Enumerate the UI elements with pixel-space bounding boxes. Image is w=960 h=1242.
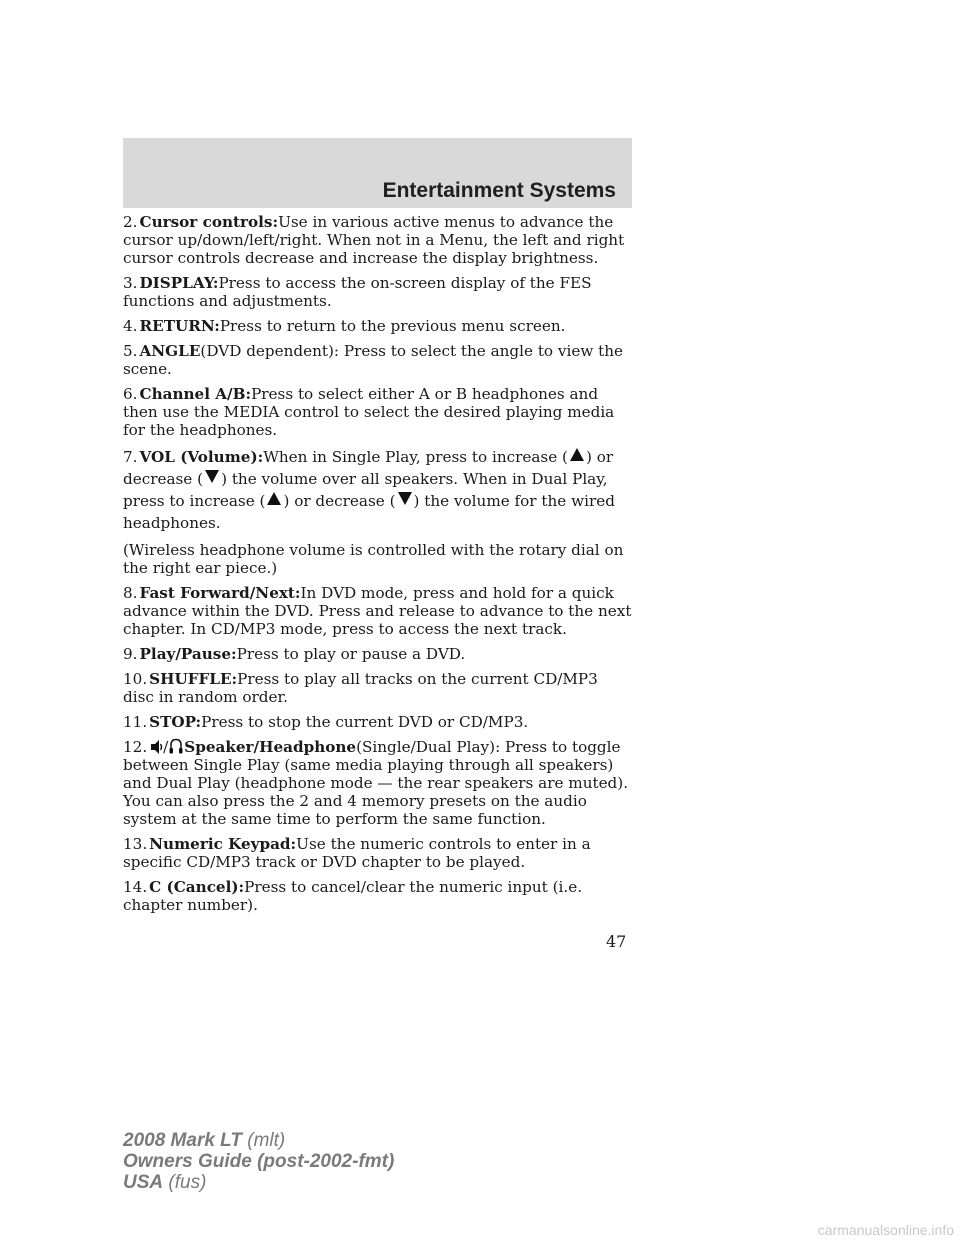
document-footer — [123, 1130, 394, 1193]
item-term: Play/Pause: — [139, 645, 237, 663]
list-item — [123, 541, 632, 577]
list-item — [123, 645, 632, 663]
footer-region: USA — [123, 1172, 164, 1193]
item-text: Press to select either A or B headphones and then use the MEDIA control to select the desired playing media for the headphones. — [123, 385, 615, 439]
footer-code: (mlt) — [247, 1130, 286, 1151]
item-text: Press to play all tracks on the current CD/MP3 disc in random order. — [123, 670, 598, 706]
item-term: SHUFFLE: — [149, 670, 238, 688]
item-text: ) the volume over all speakers. When in Dual Play, press to increase ( — [123, 470, 608, 510]
item-number: 8. — [123, 584, 138, 602]
list-item — [123, 274, 632, 310]
list-item — [123, 738, 632, 828]
list-item — [123, 584, 632, 638]
item-number: 10. — [123, 670, 148, 688]
item-number: 11. — [123, 713, 148, 731]
item-text: Use the numeric controls to enter in a specific CD/MP3 track or DVD chapter to be played. — [123, 835, 591, 871]
list-item — [123, 670, 632, 706]
item-term: C (Cancel): — [149, 878, 245, 896]
list-item — [123, 713, 632, 731]
item-number: 14. — [123, 878, 148, 896]
item-term: Speaker/Headphone — [184, 738, 357, 756]
page-number: 47 — [606, 932, 627, 951]
footer-line — [123, 1151, 394, 1172]
item-text: ) the volume for the wired headphones. — [123, 492, 615, 532]
item-term: Channel A/B: — [139, 385, 252, 403]
item-text: Use in various active menus to advance the cursor up/down/left/right. When not in a Menu, the left and right cursor controls decrease and increase the display brightness. — [123, 213, 625, 267]
item-term: VOL (Volume): — [139, 448, 264, 466]
footer-line — [123, 1130, 394, 1151]
item-text: Press to access the on-screen display of the FES functions and adjustments. — [123, 274, 592, 310]
item-separator: / — [163, 738, 169, 756]
item-text: When in Single Play, press to increase ( — [263, 448, 568, 466]
page-title: Entertainment Systems — [382, 179, 616, 202]
arrow-up-icon — [267, 492, 281, 505]
arrow-down-icon — [205, 470, 219, 483]
list-item — [123, 342, 632, 378]
item-text: (Single/Dual Play): Press to toggle between Single Play (same media playing through all speakers) and Dual Play (headphone mode — the rear speakers are muted). You can also press the 2 and 4 memory presets on the audio system at the same time to perform the same function. — [123, 738, 629, 828]
speaker-icon — [149, 739, 163, 755]
item-term: Fast Forward/Next: — [139, 584, 301, 602]
item-number: 12. — [123, 738, 148, 756]
item-text: Press to return to the previous menu screen. — [219, 317, 566, 335]
list-item — [123, 878, 632, 914]
item-number: 4. — [123, 317, 138, 335]
item-text: (DVD dependent): Press to select the angle to view the scene. — [123, 342, 624, 378]
item-number: 9. — [123, 645, 138, 663]
item-number: 7. — [123, 448, 138, 466]
item-number: 3. — [123, 274, 138, 292]
item-term: STOP: — [149, 713, 202, 731]
item-term: RETURN: — [139, 317, 220, 335]
footer-guide: Owners Guide (post-2002-fmt) — [123, 1151, 395, 1172]
item-text: (Wireless headphone volume is controlled with the rotary dial on the right ear piece.) — [123, 541, 624, 577]
list-item — [123, 835, 632, 871]
header-band — [123, 138, 632, 208]
item-text: In DVD mode, press and hold for a quick advance within the DVD. Press and release to advance to the next chapter. In CD/MP3 mode, press to access the next track. — [123, 584, 632, 638]
item-number: 13. — [123, 835, 148, 853]
arrow-down-icon — [398, 492, 412, 505]
item-text: ) or decrease ( — [123, 448, 614, 488]
list-item — [123, 317, 632, 335]
item-text: Press to play or pause a DVD. — [236, 645, 466, 663]
footer-model: 2008 Mark LT — [123, 1130, 242, 1151]
item-term: DISPLAY: — [139, 274, 219, 292]
list-item — [123, 446, 632, 534]
footer-line — [123, 1172, 394, 1193]
item-number: 2. — [123, 213, 138, 231]
footer-code: (fus) — [168, 1172, 207, 1193]
item-number: 5. — [123, 342, 138, 360]
watermark: carmanualsonline.info — [817, 1222, 954, 1238]
headphone-icon — [168, 738, 184, 755]
item-text: Press to stop the current DVD or CD/MP3. — [201, 713, 529, 731]
item-term: Numeric Keypad: — [149, 835, 297, 853]
list-item — [123, 213, 632, 267]
item-text: Press to cancel/clear the numeric input (i.e. chapter number). — [123, 878, 583, 914]
item-term: ANGLE — [139, 342, 201, 360]
list-item — [123, 385, 632, 439]
item-term: Cursor controls: — [139, 213, 279, 231]
arrow-up-icon — [570, 448, 584, 461]
item-text: ) or decrease ( — [283, 492, 396, 510]
content — [123, 213, 632, 921]
item-number: 6. — [123, 385, 138, 403]
